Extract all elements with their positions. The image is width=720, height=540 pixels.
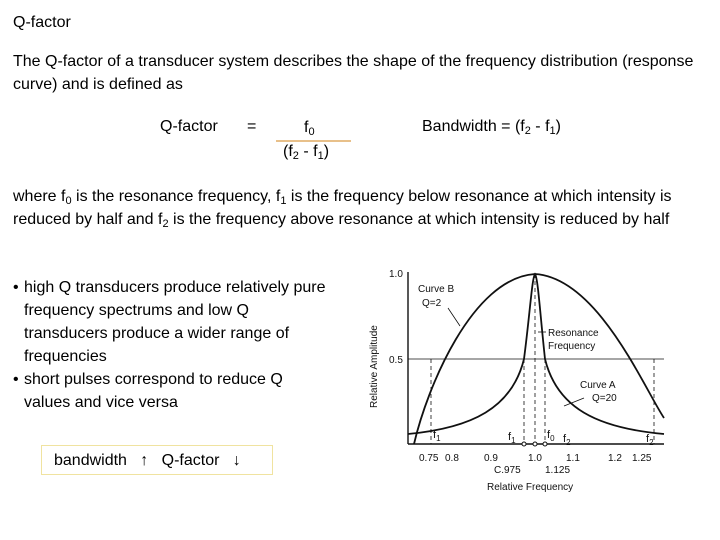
x-tick-label: 1.1 [566, 453, 580, 464]
f2-wide-marker: $f_2$ [646, 433, 654, 447]
tick-marker [543, 442, 547, 446]
x-tick-label: 0.75 [419, 453, 439, 464]
x-tick-label: 1.125 [545, 465, 571, 476]
x-tick-label: 0.8 [445, 453, 459, 464]
x-tick-label: 1.25 [632, 453, 652, 464]
fraction-bar [276, 140, 351, 142]
resonance-label: Frequency [548, 341, 596, 352]
tick-marker [522, 442, 526, 446]
f1-narrow-marker: $f_1$ [508, 431, 516, 445]
bullet-item: • high Q transducers produce relatively pure frequency spectrums and low Q transducers produce a wider range of frequencies [13, 276, 333, 368]
slide-title: Q-factor [13, 14, 71, 31]
bullet-dot: • [13, 371, 19, 388]
curve-b-q: Q=2 [422, 298, 442, 309]
curve-b-pointer [448, 308, 460, 326]
bullet-list [13, 276, 333, 414]
x-tick-label: 0.9 [484, 453, 498, 464]
formula-equals: = [247, 118, 257, 135]
resonance-label: Resonance [548, 328, 599, 339]
up-arrow-icon: ↑ [140, 452, 149, 469]
x-axis-label: Relative Frequency [487, 482, 574, 493]
formula-denominator: $(f_2 - f_1)$ [283, 143, 330, 162]
intro-paragraph: The Q-factor of a transducer system describes the shape of the frequency distribution (response curve) and is defined as [13, 53, 694, 93]
curve-a [408, 274, 664, 434]
f1-wide-marker: $f_1$ [433, 429, 441, 443]
curve-a-label: Curve A [580, 380, 616, 391]
x-tick-label: 1.2 [608, 453, 622, 464]
formula-numerator: $f_0$ [304, 119, 315, 138]
f0-marker: $f_0$ [547, 429, 555, 443]
y-tick-label: 1.0 [389, 269, 403, 280]
bandwidth-qfactor-box: bandwidth ↑ Q-factor ↓ [41, 445, 273, 475]
formula-lhs: Q-factor [160, 118, 218, 135]
f2-narrow-marker: $f_2$ [563, 433, 571, 447]
bullet-dot: • [13, 279, 19, 296]
y-tick-label: 0.5 [389, 355, 403, 366]
y-axis-label: Relative Amplitude [369, 325, 380, 408]
curve-a-q: Q=20 [592, 393, 617, 404]
x-tick-label: C.975 [494, 465, 521, 476]
curve-b-label: Curve B [418, 284, 455, 295]
bandwidth-formula: Bandwidth = $(f_2 - f_1)$ [422, 118, 561, 137]
down-arrow-icon: ↓ [232, 452, 241, 469]
bullet-item: • short pulses correspond to reduce Q values and vice versa [13, 368, 333, 414]
response-curve-figure [352, 258, 692, 498]
x-tick-label: 1.0 [528, 453, 542, 464]
definition-paragraph: where $f_0$ is the resonance frequency, $f_1$ is the frequency below resonance at which intensity is reduced by half and $f_2$ is the frequency above resonance at which intensity is reduced by half [13, 188, 672, 230]
tick-marker [533, 442, 537, 446]
